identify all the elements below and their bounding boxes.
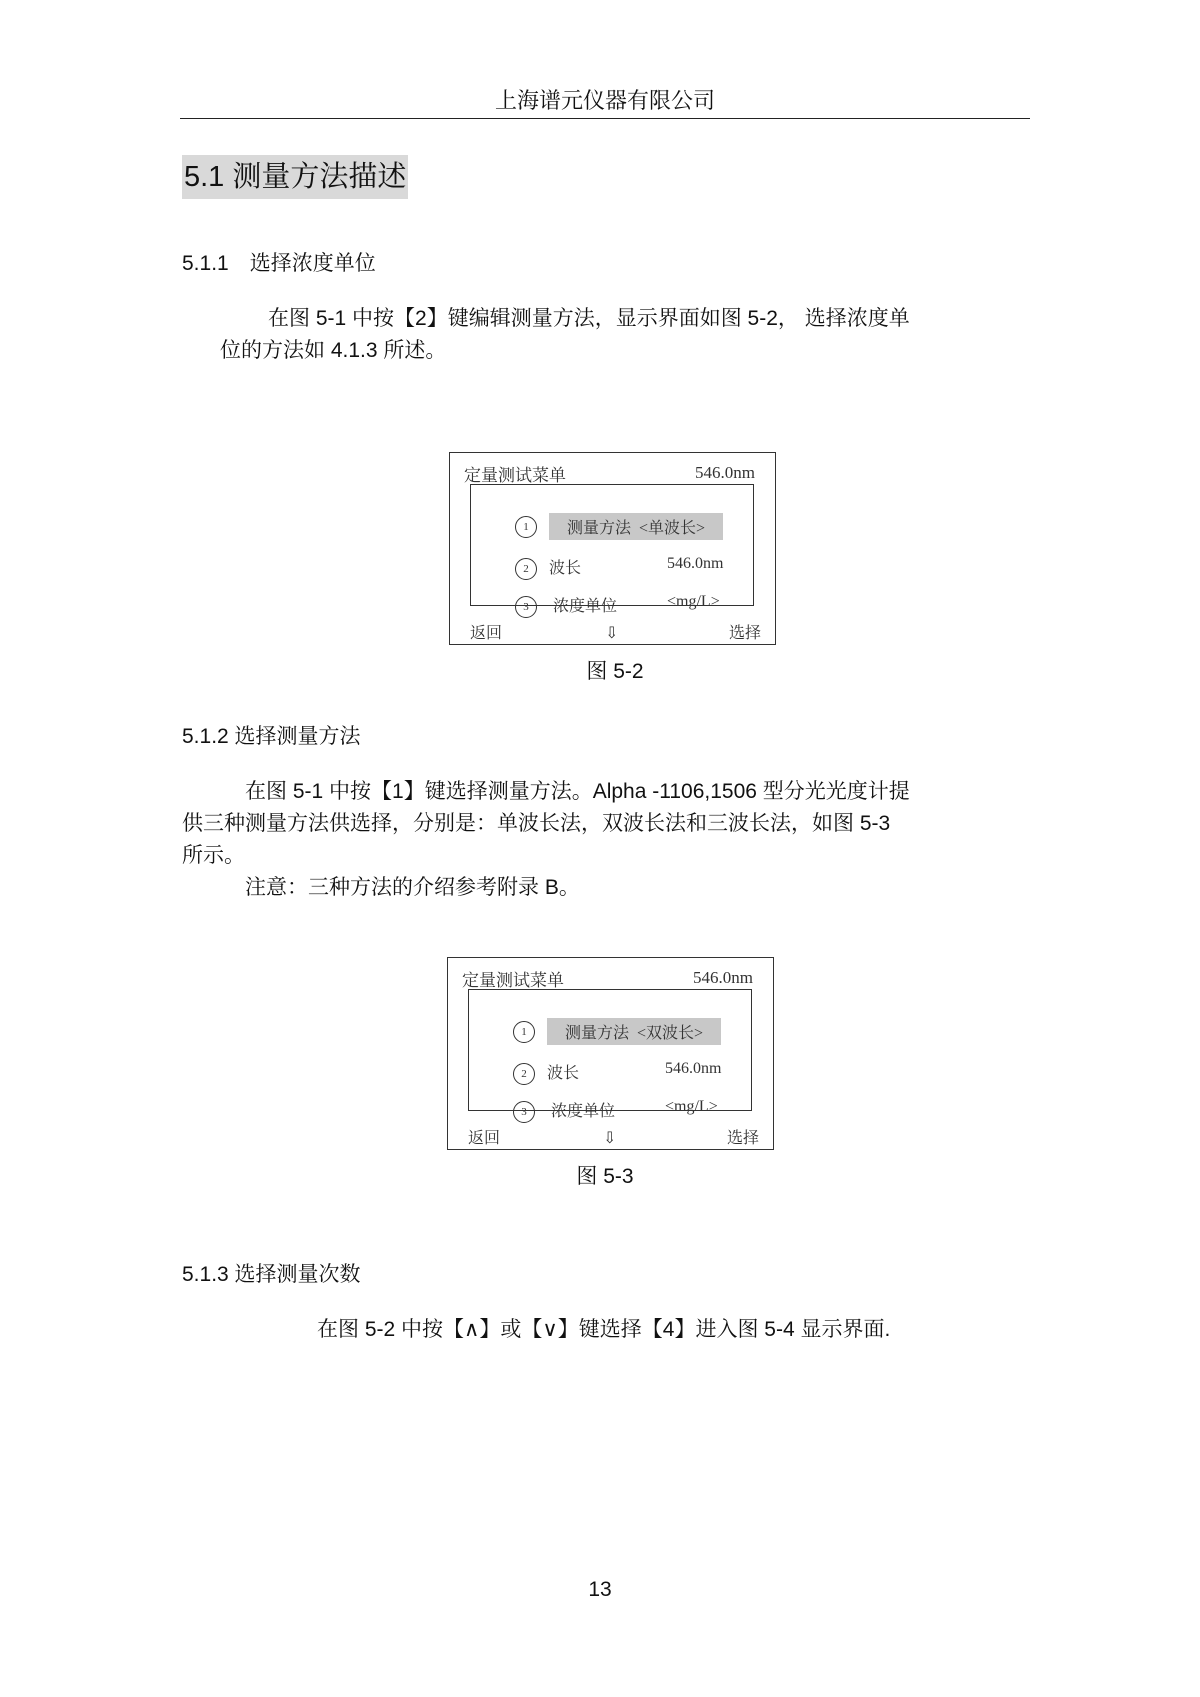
paragraph-511-line2: 位的方法如 4.1.3 所述。 <box>220 339 447 362</box>
paragraph-512-note: 注意：三种方法的介绍参考附录 B。 <box>245 876 580 899</box>
lcd-menu-box <box>468 989 752 1120</box>
lcd-menu-title: 定量测试菜单 <box>464 466 566 485</box>
lcd-back-label: 返回 <box>468 1130 501 1147</box>
lcd-item-value: 546.0nm <box>665 1060 722 1077</box>
page-header: 上海谱元仪器有限公司 <box>494 88 715 113</box>
lcd-item-value: <单波长> <box>639 520 706 537</box>
circled-number-3: 3 <box>513 1101 535 1123</box>
circled-number-1: 1 <box>515 516 537 538</box>
lcd-highlight <box>547 1018 721 1045</box>
lcd-item-label: 波长 <box>547 1065 580 1082</box>
subsection-heading-511: 5.1.1 选择浓度单位 <box>182 252 376 275</box>
paragraph-513-line1: 在图 5-2 中按【∧】或【∨】键选择【4】进入图 5-4 显示界面. <box>317 1318 891 1341</box>
header-rule <box>180 118 1030 119</box>
figure-5-2-lcd-screen <box>449 452 776 645</box>
figure-5-3-caption: 图 5-3 <box>576 1165 634 1188</box>
paragraph-512-line1: 在图 5-1 中按【1】键选择测量方法。Alpha -1106,1506 型分光光度计提 <box>245 780 910 803</box>
paragraph-512-line2: 供三种测量方法供选择，分别是：单波长法，双波长法和三波长法，如图 5-3 <box>182 812 891 835</box>
lcd-menu-box <box>470 484 754 615</box>
subsection-heading-512: 5.1.2 选择测量方法 <box>182 725 361 748</box>
lcd-item-label: 浓度单位 <box>551 1103 616 1120</box>
lcd-select-label: 选择 <box>728 625 761 642</box>
lcd-item-label: 波长 <box>549 560 582 577</box>
lcd-select-label: 选择 <box>726 1130 759 1147</box>
lcd-wavelength: 546.0nm <box>693 968 753 987</box>
paragraph-512-line3: 所示。 <box>182 844 245 867</box>
figure-5-3-lcd-screen <box>447 957 774 1150</box>
circled-number-2: 2 <box>513 1063 535 1085</box>
lcd-menu-title: 定量测试菜单 <box>462 971 564 990</box>
lcd-menu-item-unit <box>491 575 751 636</box>
lcd-item-label: 浓度单位 <box>553 598 618 615</box>
lcd-wavelength: 546.0nm <box>695 463 755 482</box>
section-title: 5.1 测量方法描述 <box>182 155 408 199</box>
lcd-item-label: 测量方法 <box>567 520 632 537</box>
figure-5-2-caption: 图 5-2 <box>586 660 644 683</box>
down-arrow-icon: ⇩ <box>605 625 619 642</box>
lcd-menu-item-unit <box>489 1080 749 1141</box>
lcd-item-label: 测量方法 <box>565 1025 630 1042</box>
circled-number-1: 1 <box>513 1021 535 1043</box>
lcd-item-value: <双波长> <box>637 1025 704 1042</box>
lcd-item-value: <mg/L> <box>667 593 720 610</box>
lcd-highlight <box>549 513 723 540</box>
paragraph-511-line1: 在图 5-1 中按【2】键编辑测量方法，显示界面如图 5-2， 选择浓度单 <box>268 307 910 330</box>
page-number: 13 <box>588 1578 612 1601</box>
down-arrow-icon: ⇩ <box>603 1130 617 1147</box>
circled-number-2: 2 <box>515 558 537 580</box>
lcd-item-value: <mg/L> <box>665 1098 718 1115</box>
lcd-item-value: 546.0nm <box>667 555 724 572</box>
subsection-heading-513: 5.1.3 选择测量次数 <box>182 1263 361 1286</box>
lcd-back-label: 返回 <box>470 625 503 642</box>
circled-number-3: 3 <box>515 596 537 618</box>
